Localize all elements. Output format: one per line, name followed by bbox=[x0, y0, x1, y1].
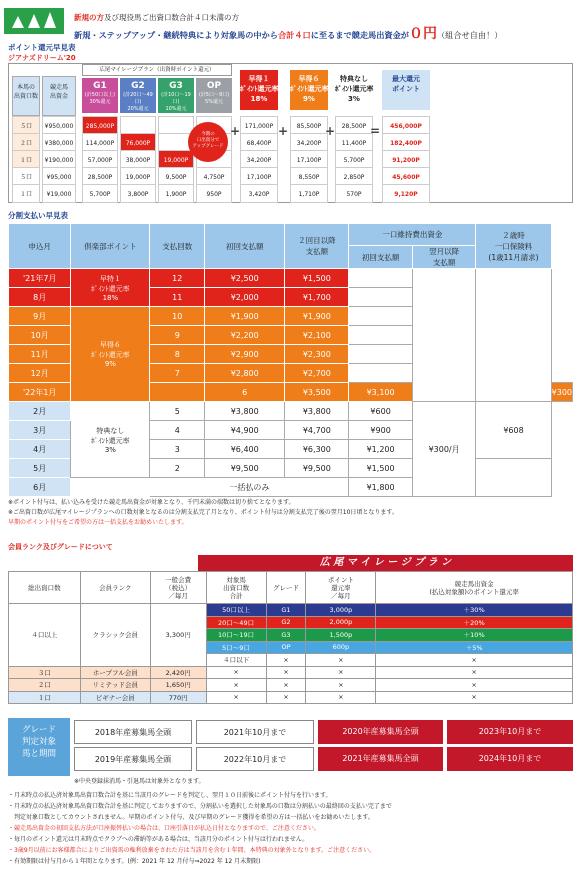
rank-header-cell: グレード bbox=[266, 572, 306, 604]
equals-sign: = bbox=[370, 124, 381, 138]
installment-title: 分割支払い早見表 bbox=[8, 211, 68, 220]
nobonus-cell: 2,850P bbox=[335, 167, 373, 186]
units-cell: １口 bbox=[12, 150, 40, 169]
maint-first-cell: ¥1,500 bbox=[349, 459, 412, 478]
nobonus-cell: 5,700P bbox=[335, 150, 373, 169]
inst-row bbox=[9, 269, 573, 288]
plus-sign: + bbox=[230, 124, 241, 138]
lump-sum-cell: 一括払のみ bbox=[150, 478, 349, 497]
first-payment-cell: ¥1,900 bbox=[205, 307, 285, 326]
classic-units-cell: ４口以上 bbox=[9, 604, 81, 667]
upgrade-badge: 今期の 口出資分で アップグレード bbox=[188, 122, 228, 162]
nobonus-cell: 570P bbox=[335, 184, 373, 203]
grade-g-cell: G2 bbox=[266, 616, 306, 629]
price-cell: ¥950,000 bbox=[42, 116, 76, 135]
grade-header-op bbox=[196, 78, 232, 113]
plus-sign: + bbox=[278, 124, 289, 138]
first-payment-cell: ¥2,200 bbox=[205, 326, 285, 345]
points-cell: 早得６ ﾎﾟｲﾝﾄ還元率 9% bbox=[71, 307, 150, 402]
inst-note-1: ※ポイント付与は、払い込みを受けた競走馬出資金が対象となり、千円未満の端数は切り捨てとなります。 bbox=[8, 499, 295, 506]
units-cell: １口 bbox=[9, 691, 81, 704]
grade-g-cell: G1 bbox=[266, 604, 306, 617]
mileage-plan-banner: 広 尾 マ イ レ ー ジ プ ラ ン bbox=[198, 555, 573, 571]
count-cell: 5 bbox=[150, 402, 205, 421]
th-month: 申込月 bbox=[9, 224, 71, 269]
grade-value-cell: 9,500P bbox=[158, 167, 194, 186]
grade-value-cell: 4,750P bbox=[196, 167, 232, 186]
th-count: 支払回数 bbox=[150, 224, 205, 269]
rank-row bbox=[9, 666, 573, 679]
maint-first-cell bbox=[349, 269, 412, 288]
count-cell: 6 bbox=[205, 383, 285, 402]
header-line-2: 新規・ステップアップ・継続特典により対象馬の中から合計４口に至るまで競走馬出資金が０円（組合せ自由！） bbox=[74, 26, 503, 42]
rank-name-cell: リミテッド会員 bbox=[80, 679, 150, 692]
grade-range: (計20口～49口) bbox=[123, 92, 153, 105]
x-cell: × bbox=[306, 666, 376, 679]
second-payment-cell: ¥2,700 bbox=[285, 364, 349, 383]
period-horses-cell: 2019年産募集馬全頭 bbox=[74, 747, 192, 771]
th-points: 倶楽部ポイント bbox=[71, 224, 150, 269]
rank-header-cell: 総出資口数 bbox=[9, 572, 81, 604]
insurance-cell: ¥608 bbox=[476, 402, 551, 459]
month-cell: 10月 bbox=[9, 326, 71, 345]
second-payment-cell: ¥2,300 bbox=[285, 345, 349, 364]
x-cell: × bbox=[376, 679, 573, 692]
x-cell: × bbox=[306, 679, 376, 692]
grade-value-cell: 3,800P bbox=[120, 184, 156, 203]
first-payment-cell: ¥4,900 bbox=[205, 421, 285, 440]
x-cell: × bbox=[206, 691, 266, 704]
x-cell: × bbox=[376, 691, 573, 704]
second-payment-cell: ¥1,500 bbox=[285, 269, 349, 288]
max-cell: 182,400P bbox=[382, 133, 430, 152]
rank-header-cell: 対象馬 出資口数 合計 bbox=[206, 572, 266, 604]
x-cell: × bbox=[266, 691, 306, 704]
maint-first-cell: ¥1,200 bbox=[349, 440, 412, 459]
x-cell: × bbox=[206, 666, 266, 679]
early6-cell: 34,200P bbox=[290, 133, 328, 152]
rank-name-cell: ビギナー会員 bbox=[80, 691, 150, 704]
grade-range: (計50口以上) bbox=[84, 92, 116, 98]
quick-ref-title: ポイント還元早見表 bbox=[8, 43, 76, 52]
maint-next-cell: ¥300/月 bbox=[412, 402, 476, 497]
maint-first-cell bbox=[349, 364, 412, 383]
units-cell: １口 bbox=[12, 184, 40, 203]
early6-cell: 8,550P bbox=[290, 167, 328, 186]
second-payment-cell: ¥3,800 bbox=[285, 402, 349, 421]
period-horses-cell: 2021年産募集馬全頭 bbox=[318, 747, 443, 771]
count-cell: 8 bbox=[150, 345, 205, 364]
rank-header-cell: 一般会費 （税込） ／毎月 bbox=[150, 572, 206, 604]
month-cell: '21年7月 bbox=[9, 269, 71, 288]
inst-note-2: ※ご出資口数が広尾マイレージプランへの口数対象となるのは分割支払完了月となり、ポイント付与は分割支払完了後の翌月10日頃となります。 bbox=[8, 509, 398, 516]
horse-name: ジアナズドリーム'20 bbox=[8, 54, 76, 62]
nobonus-header: 特典なし ﾎﾟｲﾝﾄ還元率 3% bbox=[335, 75, 374, 103]
grade-p-cell: × bbox=[306, 654, 376, 667]
x-cell: × bbox=[266, 666, 306, 679]
maint-next-empty bbox=[412, 269, 476, 402]
second-payment-cell: ¥4,700 bbox=[285, 421, 349, 440]
price-cell: ¥190,000 bbox=[42, 150, 76, 169]
maint-first-cell bbox=[349, 326, 412, 345]
points-cell: 特典なし ﾎﾟｲﾝﾄ還元率 3% bbox=[71, 402, 150, 478]
grade-r-cell: ＋5% bbox=[376, 641, 573, 654]
early1-cell: 68,400P bbox=[240, 133, 278, 152]
count-cell: 4 bbox=[150, 421, 205, 440]
count-cell: 9 bbox=[150, 326, 205, 345]
maint-first-cell: ¥1,800 bbox=[349, 478, 412, 497]
month-cell: 3月 bbox=[9, 421, 71, 440]
count-cell: 2 bbox=[150, 459, 205, 478]
month-cell: 8月 bbox=[9, 288, 71, 307]
units-cell: ５口 bbox=[12, 167, 40, 186]
points-cell: 早特１ ﾎﾟｲﾝﾄ還元率 18% bbox=[71, 269, 150, 307]
grade-u-cell: 20口～49口 bbox=[206, 616, 266, 629]
grade-g-cell: G3 bbox=[266, 629, 306, 642]
rank-header-cell: 会員ランク bbox=[80, 572, 150, 604]
count-cell: 12 bbox=[150, 269, 205, 288]
maint-first-cell: ¥300 bbox=[551, 383, 572, 402]
grade-range: (計10口～19口) bbox=[161, 92, 191, 105]
grade-rate: 20%還元 bbox=[127, 106, 149, 112]
x-cell: × bbox=[206, 679, 266, 692]
count-cell: 11 bbox=[150, 288, 205, 307]
grade-value-cell: 114,000P bbox=[82, 133, 118, 152]
grade-r-cell: ＋30% bbox=[376, 604, 573, 617]
period-until-cell: 2023年10月まで bbox=[447, 720, 573, 744]
price-cell: ¥95,000 bbox=[42, 167, 76, 186]
grade-value-cell: 57,000P bbox=[82, 150, 118, 169]
fee-cell: 770円 bbox=[150, 691, 206, 704]
fee-cell: 2,420円 bbox=[150, 666, 206, 679]
classic-rank-cell: クラシック会員 bbox=[80, 604, 150, 667]
grade-header-g3 bbox=[158, 78, 194, 113]
early1-cell: 34,200P bbox=[240, 150, 278, 169]
price-header: 競走馬 出資金 bbox=[42, 76, 76, 116]
month-cell: 9月 bbox=[9, 307, 71, 326]
grade-value-cell: 1,900P bbox=[158, 184, 194, 203]
x-cell: × bbox=[376, 666, 573, 679]
footer-note: 判定対象口数としてカウントされません。早期のポイント付与、及び早期のグレード獲得を希望の方は一括払いをお勧めいたします。 bbox=[8, 814, 374, 821]
price-cell: ¥380,000 bbox=[42, 133, 76, 152]
period-until-cell: 2021年10月まで bbox=[196, 720, 314, 744]
units-cell: ５口 bbox=[12, 116, 40, 135]
grade-u-cell: 50口以上 bbox=[206, 604, 266, 617]
month-cell: 6月 bbox=[9, 478, 71, 497]
second-payment-cell: ¥2,100 bbox=[285, 326, 349, 345]
maint-first-cell: ¥600 bbox=[349, 402, 412, 421]
grade-rate: 30%還元 bbox=[89, 99, 111, 105]
early6-cell: 1,710P bbox=[290, 184, 328, 203]
maint-first-cell: ¥900 bbox=[349, 421, 412, 440]
grade-name: G3 bbox=[169, 81, 183, 91]
grade-header-g1 bbox=[82, 78, 118, 113]
first-payment-cell: ¥2,000 bbox=[205, 288, 285, 307]
rank-row bbox=[9, 691, 573, 704]
second-payment-cell: ¥1,900 bbox=[285, 307, 349, 326]
points-cell bbox=[71, 478, 150, 497]
month-cell: 5月 bbox=[9, 459, 71, 478]
max-cell: 456,000P bbox=[382, 116, 430, 135]
grade-name: G2 bbox=[131, 81, 145, 91]
plus-sign: + bbox=[325, 124, 336, 138]
early6-cell: 85,500P bbox=[290, 116, 328, 135]
early1-cell: 3,420P bbox=[240, 184, 278, 203]
rank-row bbox=[9, 679, 573, 692]
first-payment-cell: ¥3,800 bbox=[205, 402, 285, 421]
grade-value-cell: 285,000P bbox=[82, 116, 118, 135]
inst-row bbox=[9, 402, 573, 421]
grade-p-cell: 2,000p bbox=[306, 616, 376, 629]
rank-header-cell: 競走馬出資金 (払込対象額)のポイント還元率 bbox=[376, 572, 573, 604]
insurance-empty bbox=[476, 459, 551, 497]
period-until-cell: 2022年10月まで bbox=[196, 747, 314, 771]
second-payment-cell: ¥6,300 bbox=[285, 440, 349, 459]
grade-u-cell: 10口～19口 bbox=[206, 629, 266, 642]
footer-note: ・月末時点の払込済対象馬出資口数合計を基に判定しておりますので、分割払いを選択した対象馬の口数は分割払いの最終回の支払い完了まで bbox=[8, 803, 392, 810]
footer-note: ・月末時点の払込済対象馬出資口数合計を基に当該月のグレードを判定し、翌月１０日前後にポイント付与を行います。 bbox=[8, 792, 332, 799]
month-cell: '22年1月 bbox=[9, 383, 71, 402]
month-cell: 2月 bbox=[9, 402, 71, 421]
period-note: ※中央登録抹消馬・引退馬は対象外となります。 bbox=[74, 778, 205, 785]
header-line-1: 新規の方及び現役馬ご出資口数合計４口未満の方 bbox=[74, 13, 239, 22]
maint-first-cell bbox=[349, 307, 412, 326]
th-insurance: ２歳時 一口保険料 (1歳11月請求) bbox=[476, 224, 551, 269]
grade-r-cell: ＋10% bbox=[376, 629, 573, 642]
grade-g-cell: × bbox=[266, 654, 306, 667]
period-horses-cell: 2020年産募集馬全頭 bbox=[318, 720, 443, 744]
early6-cell: 17,100P bbox=[290, 150, 328, 169]
first-payment-cell: ¥2,500 bbox=[205, 269, 285, 288]
rank-name-cell: ホープフル会員 bbox=[80, 666, 150, 679]
first-payment-cell: ¥2,900 bbox=[205, 345, 285, 364]
step-up-logo-icon bbox=[4, 8, 64, 34]
th-maint-first: 初回支払額 bbox=[349, 246, 412, 269]
units-cell: ２口 bbox=[9, 679, 81, 692]
footer-note: ・有効期限は付与月から１年間となります。(例：2021 年 12 月付与⇒2022 年 12 月末期限) bbox=[8, 858, 261, 865]
maint-first-cell bbox=[349, 288, 412, 307]
nobonus-cell: 11,400P bbox=[335, 133, 373, 152]
period-label: グレード 判定対象 馬と期間 bbox=[8, 718, 70, 776]
installment-table bbox=[8, 223, 573, 497]
fee-cell: 1,650円 bbox=[150, 679, 206, 692]
grade-name: G1 bbox=[93, 81, 107, 91]
rank-header-cell: ポイント 還元率 ／毎月 bbox=[306, 572, 376, 604]
grade-g-cell: OP bbox=[266, 641, 306, 654]
grade-u-cell: ４口以下 bbox=[206, 654, 266, 667]
plan-label: 広尾マイレージプラン（出資時ポイント還元） bbox=[82, 64, 232, 76]
maint-first-cell bbox=[349, 345, 412, 364]
grade-u-cell: 5口～9口 bbox=[206, 641, 266, 654]
inst-note-3: 早期のポイント付与をご希望の方は一括支払をお勧めいたします。 bbox=[8, 519, 188, 526]
header bbox=[0, 0, 580, 42]
grade-p-cell: 1,500p bbox=[306, 629, 376, 642]
max-cell: 9,120P bbox=[382, 184, 430, 203]
second-payment-cell: ¥9,500 bbox=[285, 459, 349, 478]
footer-note: ・競走馬出資金の初回支払方法が口座振替払いの場合は、口座引落日が払込日付となりますので、ご注意ください。 bbox=[8, 825, 320, 832]
x-cell: × bbox=[266, 679, 306, 692]
month-cell: 4月 bbox=[9, 440, 71, 459]
grade-value-cell: 19,000P bbox=[158, 150, 194, 169]
month-cell: 11月 bbox=[9, 345, 71, 364]
early1-header: 早得１ ﾎﾟｲﾝﾄ還元率 18% bbox=[240, 70, 278, 110]
grade-header-g2 bbox=[120, 78, 156, 113]
count-cell: 7 bbox=[150, 364, 205, 383]
nobonus-cell: 28,500P bbox=[335, 116, 373, 135]
grade-value-cell: 950P bbox=[196, 184, 232, 203]
early1-cell: 17,100P bbox=[240, 167, 278, 186]
first-payment-cell: ¥6,400 bbox=[205, 440, 285, 459]
max-header: 最大還元 ポイント bbox=[382, 70, 430, 110]
x-cell: × bbox=[306, 691, 376, 704]
rank-title: 会員ランク及びグレードについて bbox=[8, 543, 113, 551]
rank-row bbox=[9, 604, 573, 617]
first-payment-cell: ¥9,500 bbox=[205, 459, 285, 478]
insurance-empty bbox=[476, 269, 551, 402]
grade-value-cell: 28,500P bbox=[82, 167, 118, 186]
period-until-cell: 2024年10月まで bbox=[447, 747, 573, 771]
grade-r-cell: ＋20% bbox=[376, 616, 573, 629]
count-cell: 10 bbox=[150, 307, 205, 326]
second-payment-cell: ¥3,100 bbox=[349, 383, 412, 402]
price-cell: ¥19,000 bbox=[42, 184, 76, 203]
grade-rate: 10%還元 bbox=[165, 106, 187, 112]
first-payment-cell: ¥2,800 bbox=[205, 364, 285, 383]
max-cell: 91,200P bbox=[382, 150, 430, 169]
grade-p-cell: 600p bbox=[306, 641, 376, 654]
th-first: 初回支払額 bbox=[205, 224, 285, 269]
count-cell: 3 bbox=[150, 440, 205, 459]
grade-value-cell: 38,000P bbox=[120, 150, 156, 169]
grade-r-cell: × bbox=[376, 654, 573, 667]
period-horses-cell: 2018年産募集馬全頭 bbox=[74, 720, 192, 744]
units-cell: ３口 bbox=[9, 666, 81, 679]
early6-header: 早得６ ﾎﾟｲﾝﾄ還元率 9% bbox=[290, 70, 328, 110]
grade-rate: 5%還元 bbox=[205, 99, 223, 105]
grade-p-cell: 3,000p bbox=[306, 604, 376, 617]
th-maint: 一口維持費出資金 bbox=[349, 224, 476, 246]
month-cell: 12月 bbox=[9, 364, 71, 383]
rank-table bbox=[8, 571, 573, 704]
max-cell: 45,600P bbox=[382, 167, 430, 186]
points-cell bbox=[150, 383, 205, 402]
grade-value-cell: 5,700P bbox=[82, 184, 118, 203]
grade-value-cell: 19,000P bbox=[120, 167, 156, 186]
first-payment-cell: ¥3,500 bbox=[285, 383, 349, 402]
th-maint-next: 翌月以降 支払額 bbox=[412, 246, 476, 269]
grade-name: OP bbox=[206, 81, 222, 91]
footer-note: ・毎月のポイント還元は月末時点でクラブへの滞納等がある場合は、当該月分のポイント付与は行われません。 bbox=[8, 836, 309, 843]
second-payment-cell: ¥1,700 bbox=[285, 288, 349, 307]
classic-fee-cell: 3,300円 bbox=[150, 604, 206, 667]
footer-note: ・3歳9月以前にお客様都合によりご出資馬の権利放棄をされた方は当該月を含む１年間、本特典の対象外となります。ご注意ください。 bbox=[8, 847, 376, 854]
grade-range: (計5口～9口) bbox=[198, 92, 230, 98]
grade-value-cell: 76,000P bbox=[120, 133, 156, 152]
units-cell: ２口 bbox=[12, 133, 40, 152]
units-header: 本馬の 出資口数 bbox=[12, 76, 40, 116]
th-second: ２回目以降 支払額 bbox=[285, 224, 349, 269]
early1-cell: 171,000P bbox=[240, 116, 278, 135]
